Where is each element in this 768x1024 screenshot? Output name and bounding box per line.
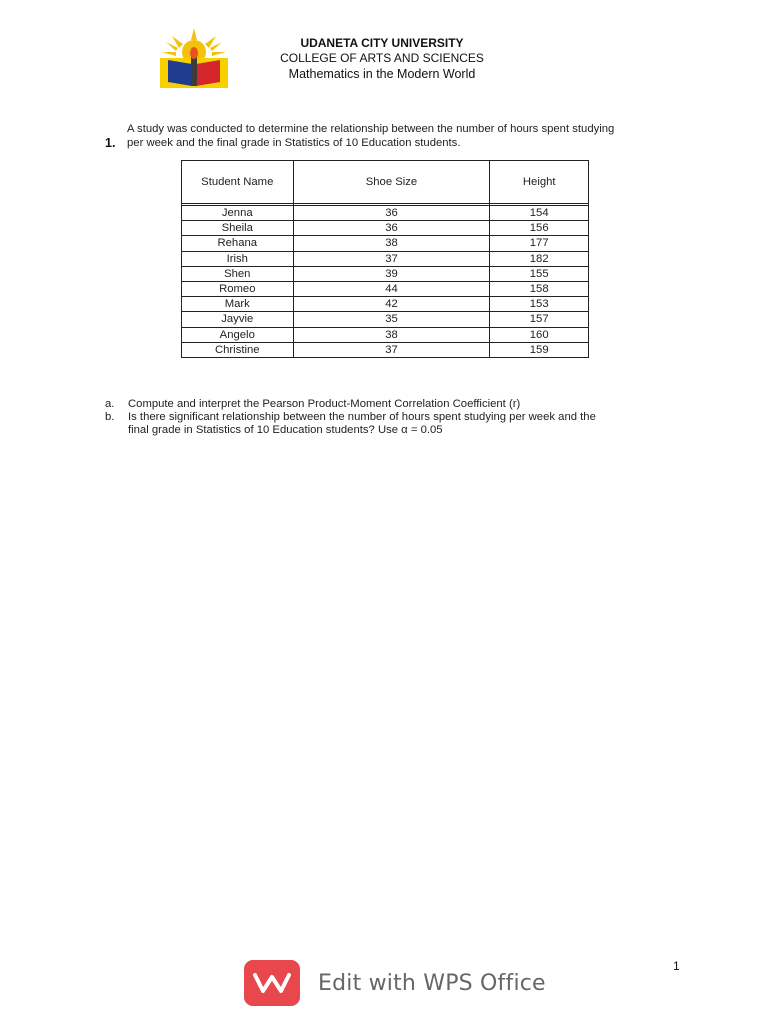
table-row bbox=[182, 266, 589, 281]
cell-shoe-size: 37 bbox=[293, 251, 490, 266]
cell-height: 154 bbox=[490, 206, 589, 221]
cell-name: Christine bbox=[182, 342, 294, 357]
table-row bbox=[182, 236, 589, 251]
question-text bbox=[127, 122, 693, 150]
subquestion-text-block bbox=[128, 411, 596, 437]
question-number: 1. bbox=[105, 136, 116, 150]
subquestion-a bbox=[105, 398, 520, 411]
table-row bbox=[182, 206, 589, 221]
subquestion-b bbox=[105, 411, 596, 437]
cell-height: 177 bbox=[490, 236, 589, 251]
table-row bbox=[182, 297, 589, 312]
table-row bbox=[182, 312, 589, 327]
subquestion-text: Compute and interpret the Pearson Product-Moment Correlation Coefficient (r) bbox=[128, 398, 521, 410]
table-row bbox=[182, 251, 589, 266]
table-header-row bbox=[182, 161, 589, 204]
cell-name: Angelo bbox=[182, 327, 294, 342]
cell-shoe-size: 36 bbox=[293, 206, 490, 221]
cell-height: 153 bbox=[490, 297, 589, 312]
college-name: COLLEGE OF ARTS AND SCIENCES bbox=[280, 51, 484, 65]
subquestion-text: final grade in Statistics of 10 Education students? Use α = 0.05 bbox=[128, 424, 443, 436]
column-header-height: Height bbox=[490, 161, 589, 204]
university-name: UDANETA CITY UNIVERSITY bbox=[300, 36, 464, 50]
cell-height: 156 bbox=[490, 221, 589, 236]
cell-name: Jayvie bbox=[182, 312, 294, 327]
cell-height: 158 bbox=[490, 281, 589, 296]
wps-edit-banner[interactable] bbox=[244, 960, 546, 1006]
question-line: per week and the final grade in Statistics of 10 Education students. bbox=[127, 137, 461, 149]
subquestion-letter: b. bbox=[105, 411, 115, 423]
wps-office-icon bbox=[244, 960, 300, 1006]
course-title: Mathematics in the Modern World bbox=[288, 67, 476, 81]
cell-height: 182 bbox=[490, 251, 589, 266]
cell-height: 159 bbox=[490, 342, 589, 357]
cell-height: 155 bbox=[490, 266, 589, 281]
table-row bbox=[182, 342, 589, 357]
cell-name: Mark bbox=[182, 297, 294, 312]
cell-shoe-size: 37 bbox=[293, 342, 490, 357]
data-table bbox=[181, 160, 589, 358]
cell-height: 160 bbox=[490, 327, 589, 342]
cell-shoe-size: 39 bbox=[293, 266, 490, 281]
cell-name: Rehana bbox=[182, 236, 294, 251]
cell-shoe-size: 44 bbox=[293, 281, 490, 296]
cell-shoe-size: 35 bbox=[293, 312, 490, 327]
cell-name: Jenna bbox=[182, 206, 294, 221]
cell-shoe-size: 38 bbox=[293, 327, 490, 342]
cell-name: Irish bbox=[182, 251, 294, 266]
cell-name: Sheila bbox=[182, 221, 294, 236]
university-logo-icon bbox=[158, 26, 230, 90]
subquestion-text: Is there significant relationship between the number of hours spent studying per week and the bbox=[128, 411, 596, 423]
cell-shoe-size: 38 bbox=[293, 236, 490, 251]
table-row bbox=[182, 327, 589, 342]
cell-name: Romeo bbox=[182, 281, 294, 296]
column-header-student-name: Student Name bbox=[182, 161, 294, 204]
table-row bbox=[182, 281, 589, 296]
cell-name: Shen bbox=[182, 266, 294, 281]
page-number: 1 bbox=[673, 959, 680, 973]
column-header-shoe-size: Shoe Size bbox=[293, 161, 490, 204]
wps-edit-label[interactable]: Edit with WPS Office bbox=[318, 970, 546, 996]
question-line: A study was conducted to determine the relationship between the number of hours spent studying bbox=[127, 123, 615, 135]
table-row bbox=[182, 221, 589, 236]
cell-shoe-size: 42 bbox=[293, 297, 490, 312]
document-header bbox=[262, 36, 502, 83]
cell-shoe-size: 36 bbox=[293, 221, 490, 236]
subquestion-letter: a. bbox=[105, 398, 115, 410]
cell-height: 157 bbox=[490, 312, 589, 327]
